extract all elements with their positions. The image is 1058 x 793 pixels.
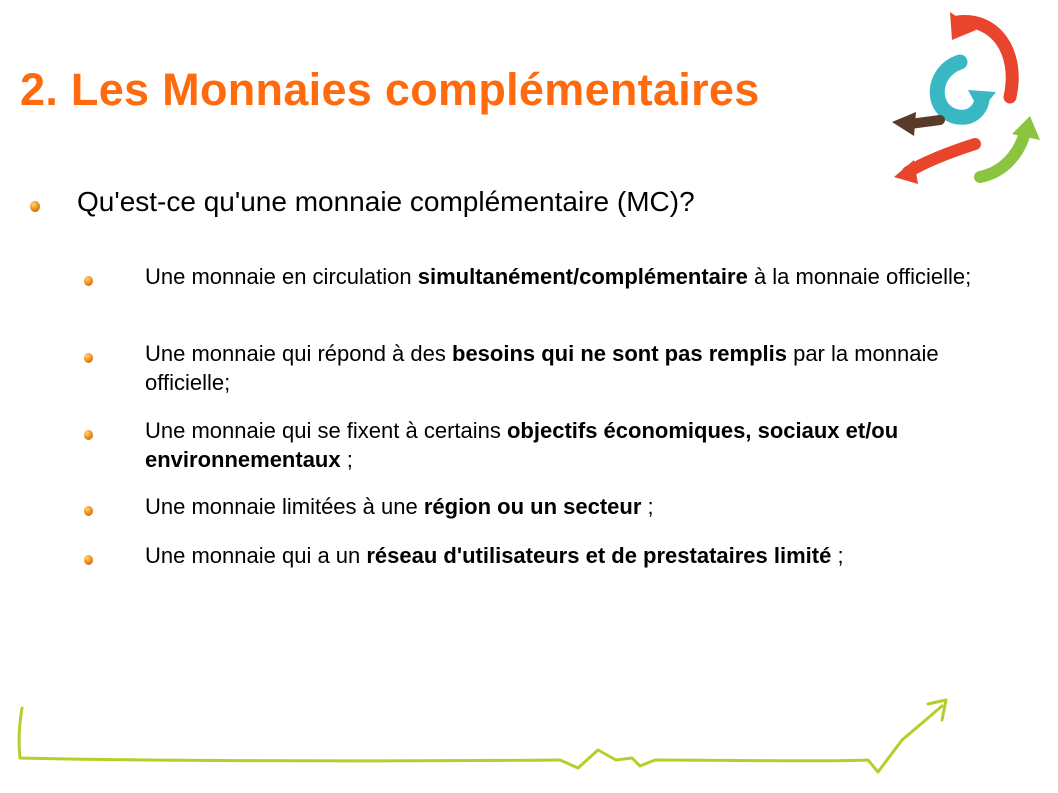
green-growth-line-arrow-icon [0,680,1058,793]
bullet-icon [84,555,93,565]
list-item: Une monnaie limitées à une région ou un secteur ; [145,494,654,519]
bullet-icon [84,276,93,286]
bullet-icon [30,201,40,212]
bullet-icon [84,506,93,516]
list-item: Une monnaie qui a un réseau d'utilisateurs et de prestataires limité ; [145,543,844,568]
bullet-icon [84,353,93,363]
circular-arrows-logo-icon [880,12,1055,197]
list-item: Une monnaie qui se fixent à certains objectifs économiques, sociaux et/ou environnementaux ; [145,418,899,472]
list-item: Une monnaie en circulation simultanément/complémentaire à la monnaie officielle; [145,264,972,289]
list-item: Une monnaie qui répond à des besoins qui ne sont pas remplis par la monnaie officielle; [145,341,939,395]
slide-title: 2. Les Monnaies complémentaires [20,64,760,115]
question-heading: Qu'est-ce qu'une monnaie complémentaire (MC)? [77,186,695,217]
bullet-icon [84,430,93,440]
